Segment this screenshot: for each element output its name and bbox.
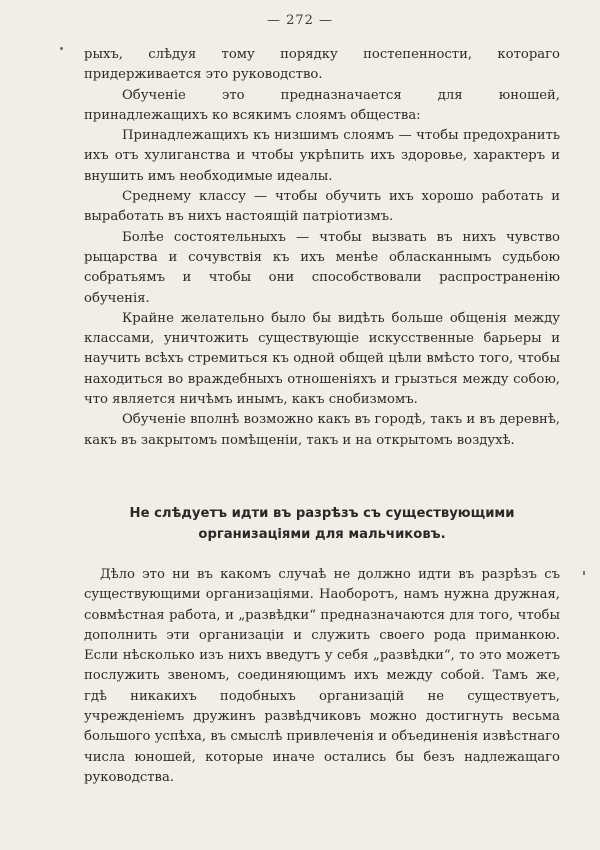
margin-speck <box>583 571 585 575</box>
margin-speck <box>60 47 63 50</box>
paragraph-continuation: рыхъ, слѣдуя тому порядку постепенности, котораго придерживается это руководство. <box>84 47 560 83</box>
paragraph: Дѣло это ни въ какомъ случаѣ не должно идти въ разрѣзъ съ существующими организаціями. Наоборотъ, намъ нужна дружная, совмѣстная работа, и „развѣдки“ предназначаются для того, чтобы дополнить эти организаціи и служить своего рода приманкою. Если нѣсколько изъ нихъ введутъ у себя „развѣдки“, то это можетъ послужить звеномъ, соединяющимъ ихъ между собой. Тамъ же, гдѣ никакихъ подобныхъ организацій не существуетъ, учрежденіемъ дружинъ развѣдчиковъ можно достигнуть весьма большого успѣха, въ смыслѣ привлеченія и объединенія извѣстнаго числа юношей, которые иначе остались бы безъ надлежащаго руководства. <box>84 567 560 785</box>
paragraph: Крайне желательно было бы видѣть больше общенія между классами, уничтожить существующіе искусственные барьеры и научить всѣхъ стремиться къ одной общей цѣли вмѣсто того, чтобы находиться во враждебныхъ отношеніяхъ и грызться между собою, что является ничѣмъ инымъ, какъ снобизмомъ. <box>84 310 560 408</box>
paragraph: Среднему классу — чтобы обучить ихъ хорошо работать и выработать въ нихъ настоящій патріотизмъ. <box>84 189 560 225</box>
paragraph: Обученіе вполнѣ возможно какъ въ городѣ, такъ и въ деревнѣ, какъ въ закрытомъ помѣщеніи, такъ и на открытомъ воздухѣ. <box>84 412 560 448</box>
paragraph: Принадлежащихъ къ низшимъ слоямъ — чтобы предохранить ихъ отъ хулиганства и чтобы укрѣпить ихъ здоровье, характеръ и внушить имъ необходимые идеалы. <box>84 128 560 184</box>
section <box>84 503 560 788</box>
page-number: — 272 — <box>266 13 334 28</box>
paragraph: Обученіе это предназначается для юношей, принадлежащихъ ко всякимъ слоямъ общества: <box>84 87 560 123</box>
body-text <box>84 45 560 451</box>
section-heading: Не слѣдуетъ идти въ разрѣзъ съ существующими организаціями для мальчиковъ. <box>129 506 515 542</box>
paragraph: Болѣе состоятельныхъ — чтобы вызвать въ нихъ чувство рыцарства и сочувствія къ ихъ менѣе обласканнымъ судьбою собратьямъ и чтобы они способствовали распространенію обученія. <box>84 229 560 306</box>
section-body <box>84 565 560 788</box>
